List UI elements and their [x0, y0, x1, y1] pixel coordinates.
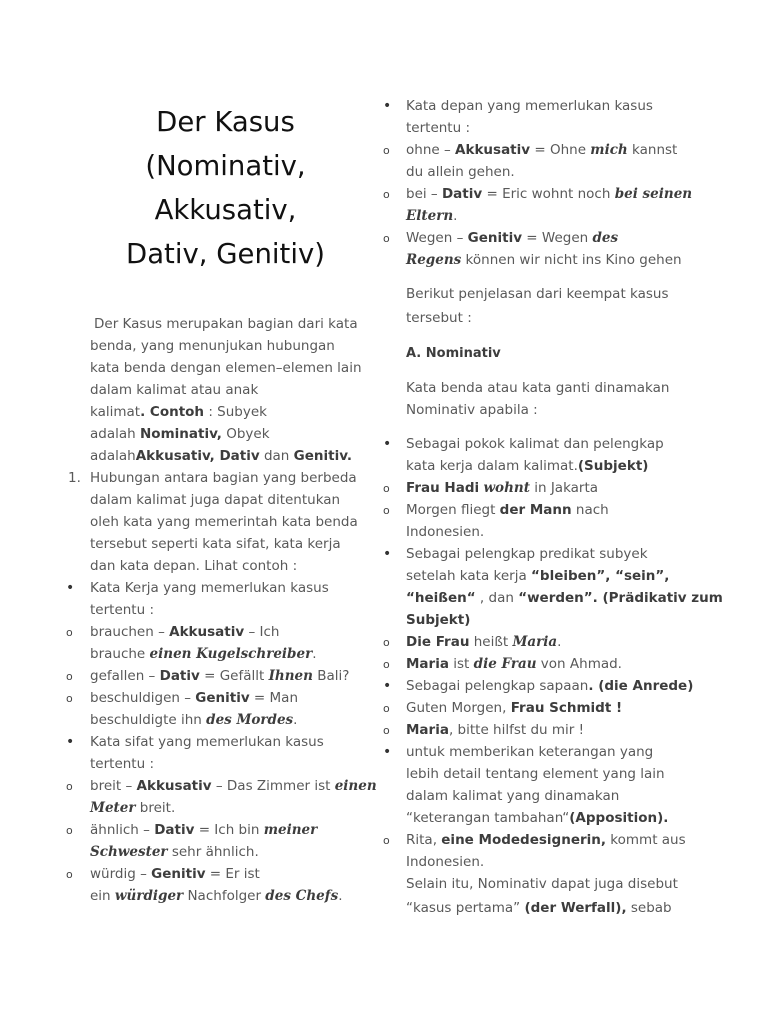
list-item: tertentu :: [90, 602, 154, 618]
list-item: Regens können wir nicht ins Kino gehen: [406, 252, 682, 268]
list-item: Hubungan antara bagian yang berbeda: [90, 470, 357, 486]
title-line: (Nominativ,: [145, 150, 306, 182]
title-line: Dativ, Genitiv): [126, 238, 325, 270]
list-item: oleh kata yang memerintah kata benda: [90, 514, 358, 530]
list-item: Eltern.: [406, 208, 458, 224]
list-item: tertentu :: [90, 756, 154, 772]
list-item: Sebagai pelengkap sapaan. (die Anrede): [406, 678, 694, 694]
list-item: Kata depan yang memerlukan kasus: [406, 98, 653, 114]
section-heading: A. Nominativ: [406, 346, 501, 361]
list-item: Die Frau heißt Maria.: [406, 634, 562, 650]
list-item: ähnlich – Dativ = Ich bin meiner: [90, 822, 318, 838]
list-item: beschuldigen – Genitiv = Man: [90, 690, 299, 706]
circle-bullet-icon: o: [383, 724, 390, 737]
circle-bullet-icon: o: [66, 824, 73, 837]
bullet-icon: •: [383, 98, 392, 114]
list-item: lebih detail tentang element yang lain: [406, 766, 665, 782]
list-item: würdig – Genitiv = Er ist: [90, 866, 260, 882]
intro-line: adalah Nominativ, Obyek: [90, 426, 270, 442]
list-item: “heißen“ , dan “werden”. (Prädikativ zum: [406, 590, 723, 606]
circle-bullet-icon: o: [66, 692, 73, 705]
paragraph-line: Berikut penjelasan dari keempat kasus: [406, 286, 669, 302]
bullet-icon: •: [66, 580, 75, 596]
list-item: Wegen – Genitiv = Wegen des: [406, 230, 619, 246]
intro-line: kata benda dengan elemen–elemen lain: [90, 360, 362, 376]
intro-line: Der Kasus merupakan bagian dari kata: [94, 316, 358, 332]
list-item: Sebagai pelengkap predikat subyek: [406, 546, 648, 562]
list-item: Subjekt): [406, 612, 471, 628]
list-item: beschuldigte ihn des Mordes.: [90, 712, 298, 728]
paragraph-line: Nominativ apabila :: [406, 402, 538, 418]
list-item: Schwester sehr ähnlich.: [90, 844, 259, 860]
paragraph-line: Selain itu, Nominativ dapat juga disebut: [406, 876, 678, 892]
list-item: brauchen – Akkusativ – Ich: [90, 624, 280, 640]
circle-bullet-icon: o: [383, 188, 390, 201]
list-item: Kata sifat yang memerlukan kasus: [90, 734, 324, 750]
paragraph-line: Kata benda atau kata ganti dinamakan: [406, 380, 670, 396]
bullet-icon: •: [66, 734, 75, 750]
list-item: Meter breit.: [90, 800, 176, 816]
list-item: untuk memberikan keterangan yang: [406, 744, 654, 760]
intro-line: dalam kalimat atau anak: [90, 382, 259, 398]
list-item: Maria, bitte hilfst du mir !: [406, 722, 585, 738]
paragraph-line: tersebut :: [406, 310, 472, 326]
list-item: Kata Kerja yang memerlukan kasus: [90, 580, 329, 596]
list-item: dalam kalimat yang dinamakan: [406, 788, 620, 804]
list-item: Guten Morgen, Frau Schmidt !: [406, 700, 623, 716]
list-item: Maria ist die Frau von Ahmad.: [406, 656, 622, 672]
list-item: dan kata depan. Lihat contoh :: [90, 558, 298, 574]
circle-bullet-icon: o: [66, 670, 73, 683]
circle-bullet-icon: o: [383, 834, 390, 847]
intro-line: adalahAkkusativ, Dativ dan Genitiv.: [90, 448, 353, 464]
list-item: dalam kalimat juga dapat ditentukan: [90, 492, 341, 508]
circle-bullet-icon: o: [66, 780, 73, 793]
list-item: brauche einen Kugelschreiber.: [90, 646, 317, 662]
list-item: Sebagai pokok kalimat dan pelengkap: [406, 436, 664, 452]
list-item: tersebut seperti kata sifat, kata kerja: [90, 536, 341, 552]
circle-bullet-icon: o: [383, 504, 390, 517]
list-item: bei – Dativ = Eric wohnt noch bei seinen: [406, 186, 693, 202]
list-item: setelah kata kerja “bleiben”, “sein”,: [406, 568, 670, 584]
list-item: Frau Hadi wohnt in Jakarta: [406, 480, 599, 496]
circle-bullet-icon: o: [383, 144, 390, 157]
intro-line: benda, yang menunjukan hubungan: [90, 338, 335, 354]
title-line: Der Kasus: [156, 106, 295, 138]
list-item: ein würdiger Nachfolger des Chefs.: [90, 888, 343, 904]
circle-bullet-icon: o: [383, 636, 390, 649]
list-item: kata kerja dalam kalimat.(Subjekt): [406, 458, 649, 474]
circle-bullet-icon: o: [383, 658, 390, 671]
list-item: tertentu :: [406, 120, 470, 136]
list-item: Morgen fliegt der Mann nach: [406, 502, 609, 518]
circle-bullet-icon: o: [66, 626, 73, 639]
list-item: Rita, eine Modedesignerin, kommt aus: [406, 832, 686, 848]
bullet-icon: •: [383, 546, 392, 562]
intro-line: kalimat. Contoh : Subyek: [90, 404, 267, 420]
list-item: Indonesien.: [406, 854, 485, 870]
list-number: 1.: [68, 470, 81, 486]
bullet-icon: •: [383, 436, 392, 452]
circle-bullet-icon: o: [383, 232, 390, 245]
title-line: Akkusativ,: [154, 194, 297, 226]
list-item: “keterangan tambahan“(Apposition).: [406, 810, 669, 826]
circle-bullet-icon: o: [66, 868, 73, 881]
bullet-icon: •: [383, 678, 392, 694]
bullet-icon: •: [383, 744, 392, 760]
paragraph-line: “kasus pertama” (der Werfall), sebab: [406, 900, 672, 916]
list-item: ohne – Akkusativ = Ohne mich kannst: [406, 142, 678, 158]
circle-bullet-icon: o: [383, 702, 390, 715]
circle-bullet-icon: o: [383, 482, 390, 495]
list-item: breit – Akkusativ – Das Zimmer ist einen: [90, 778, 377, 794]
list-item: Indonesien.: [406, 524, 485, 540]
page-title: [118, 100, 333, 276]
list-item: du allein gehen.: [406, 164, 515, 180]
list-item: gefallen – Dativ = Gefällt Ihnen Bali?: [90, 668, 350, 684]
